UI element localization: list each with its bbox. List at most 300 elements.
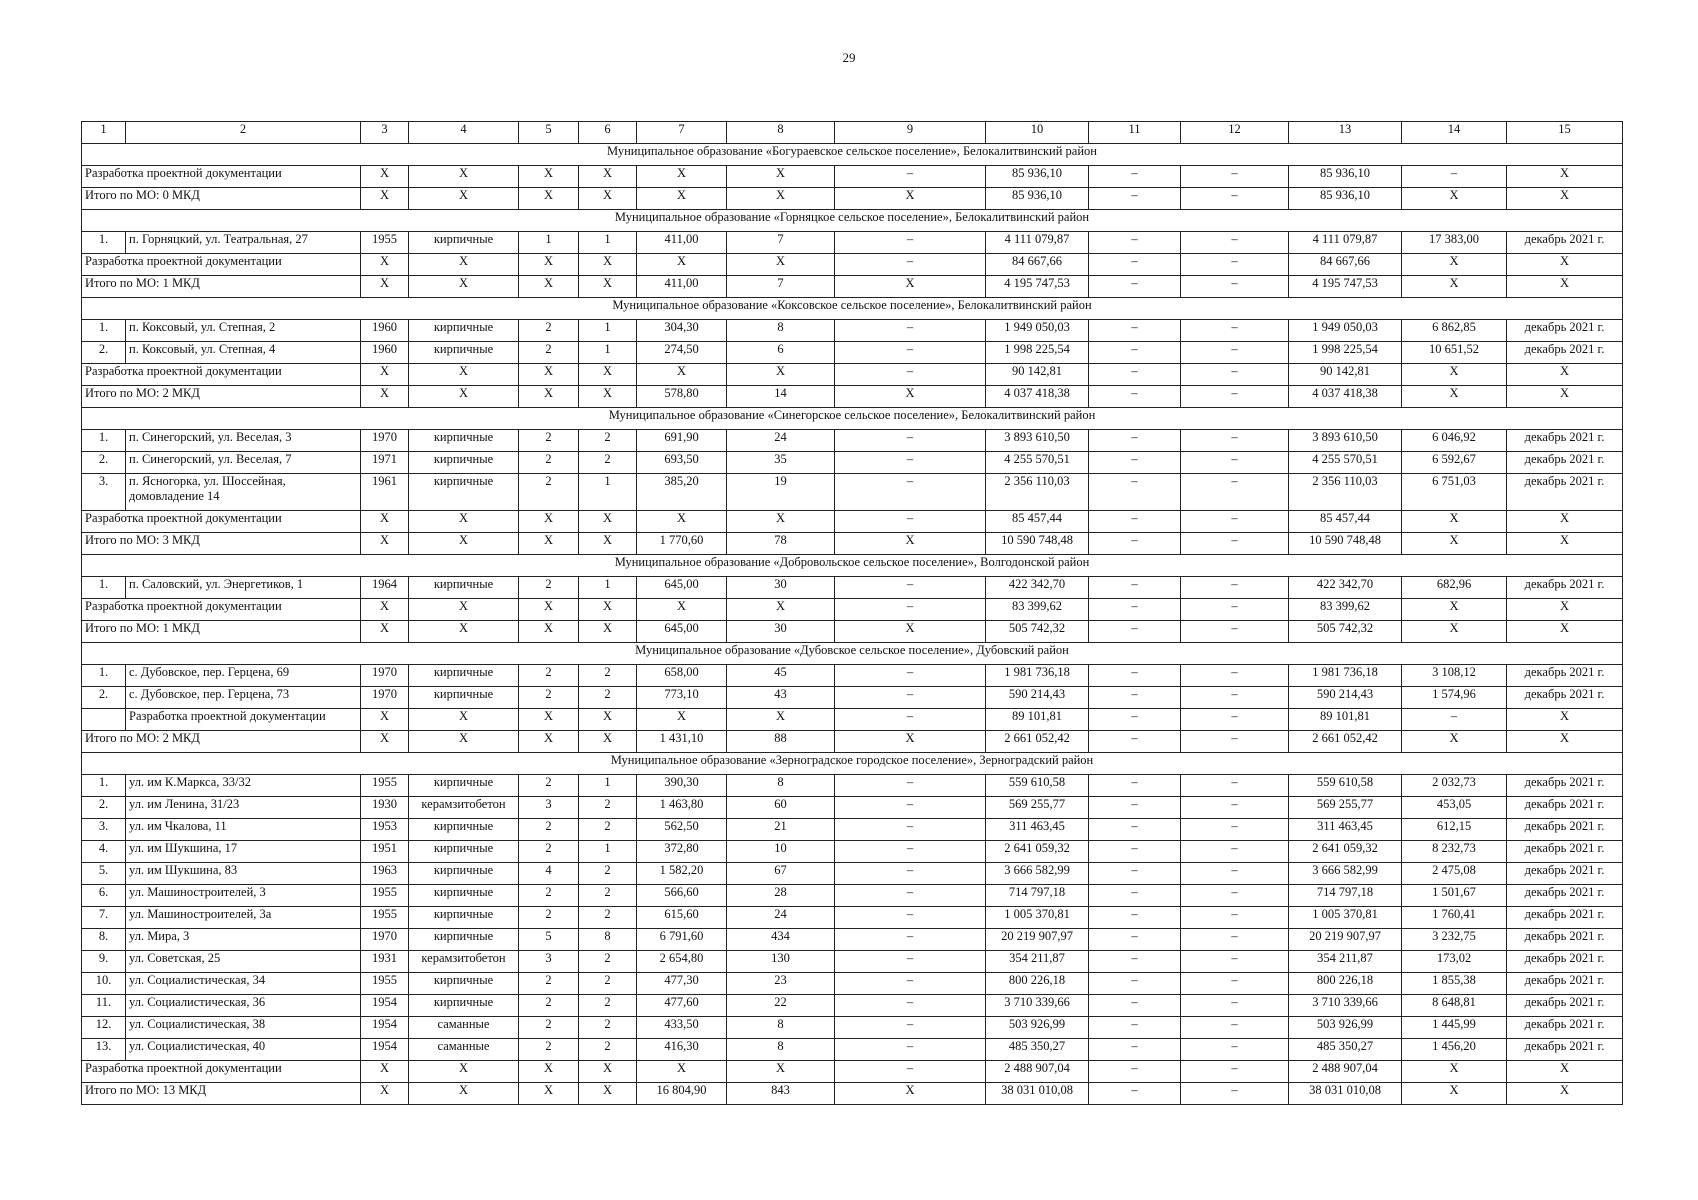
table-cell: X xyxy=(579,599,637,621)
table-cell: X xyxy=(1507,188,1623,210)
table-row xyxy=(82,863,1623,885)
table-cell: X xyxy=(579,511,637,533)
table-cell: X xyxy=(637,166,727,188)
table-cell: 385,20 xyxy=(637,474,727,511)
table-cell: X xyxy=(727,364,835,386)
table-cell: 24 xyxy=(727,430,835,452)
table-cell: 1963 xyxy=(361,863,409,885)
table-cell: 3 108,12 xyxy=(1402,665,1507,687)
table-cell: X xyxy=(579,533,637,555)
table-cell: X xyxy=(361,533,409,555)
table-cell: 566,60 xyxy=(637,885,727,907)
section-title: Муниципальное образование «Дубовское сельское поселение», Дубовский район xyxy=(82,643,1623,665)
table-row xyxy=(82,709,1623,731)
table-cell: X xyxy=(1507,364,1623,386)
table-cell: 434 xyxy=(727,929,835,951)
table-cell: декабрь 2021 г. xyxy=(1507,973,1623,995)
summary-row xyxy=(82,621,1623,643)
table-cell: X xyxy=(835,386,986,408)
table-cell: 22 xyxy=(727,995,835,1017)
table-cell: X xyxy=(409,709,519,731)
table-cell: X xyxy=(409,364,519,386)
table-cell: – xyxy=(1181,709,1289,731)
table-cell: 1 005 370,81 xyxy=(986,907,1089,929)
table-cell: 4 037 418,38 xyxy=(986,386,1089,408)
table-cell: – xyxy=(1181,841,1289,863)
table-cell: 2 xyxy=(519,1039,579,1061)
address-cell: п. Коксовый, ул. Степная, 2 xyxy=(126,320,361,342)
table-cell: 14 xyxy=(727,386,835,408)
table-cell: саманные xyxy=(409,1017,519,1039)
table-cell: декабрь 2021 г. xyxy=(1507,1039,1623,1061)
table-cell: кирпичные xyxy=(409,665,519,687)
table-row xyxy=(82,995,1623,1017)
table-cell: – xyxy=(1089,1061,1181,1083)
table-cell: 3 893 610,50 xyxy=(1289,430,1402,452)
table-cell: 2 xyxy=(519,687,579,709)
table-cell: X xyxy=(727,511,835,533)
table-cell: – xyxy=(1181,511,1289,533)
column-number: 8 xyxy=(727,122,835,144)
row-number: 3. xyxy=(82,819,126,841)
table-cell: X xyxy=(409,599,519,621)
address-cell: п. Горняцкий, ул. Театральная, 27 xyxy=(126,232,361,254)
table-cell: X xyxy=(1507,386,1623,408)
table-cell: 83 399,62 xyxy=(986,599,1089,621)
row-number: 1. xyxy=(82,775,126,797)
table-cell: 274,50 xyxy=(637,342,727,364)
column-number: 11 xyxy=(1089,122,1181,144)
column-number: 7 xyxy=(637,122,727,144)
row-number: 11. xyxy=(82,995,126,1017)
table-cell: – xyxy=(1089,474,1181,511)
table-cell: 569 255,77 xyxy=(986,797,1089,819)
table-cell: X xyxy=(637,599,727,621)
table-cell: – xyxy=(1089,885,1181,907)
row-number: 1. xyxy=(82,665,126,687)
table-cell: кирпичные xyxy=(409,577,519,599)
row-number: 9. xyxy=(82,951,126,973)
housing-table xyxy=(81,121,1623,1105)
page-number: 29 xyxy=(842,50,856,65)
summary-row xyxy=(82,166,1623,188)
table-cell: кирпичные xyxy=(409,452,519,474)
table-cell: – xyxy=(1089,731,1181,753)
table-cell: X xyxy=(637,254,727,276)
table-cell: 390,30 xyxy=(637,775,727,797)
table-cell: керамзитобетон xyxy=(409,951,519,973)
table-cell: 615,60 xyxy=(637,907,727,929)
table-cell: – xyxy=(835,929,986,951)
table-cell: 2 xyxy=(579,797,637,819)
table-cell: 1 005 370,81 xyxy=(1289,907,1402,929)
address-cell: п. Синегорский, ул. Веселая, 7 xyxy=(126,452,361,474)
table-cell: – xyxy=(1181,599,1289,621)
column-number: 12 xyxy=(1181,122,1289,144)
table-cell: X xyxy=(637,511,727,533)
table-cell: X xyxy=(727,599,835,621)
table-cell: – xyxy=(1181,863,1289,885)
table-cell: X xyxy=(1507,599,1623,621)
table-cell: 416,30 xyxy=(637,1039,727,1061)
table-cell: X xyxy=(637,709,727,731)
table-cell: X xyxy=(727,1061,835,1083)
table-cell: – xyxy=(1181,1039,1289,1061)
table-cell: X xyxy=(1402,386,1507,408)
table-cell: 1 998 225,54 xyxy=(986,342,1089,364)
table-cell: X xyxy=(519,254,579,276)
table-cell: – xyxy=(1181,452,1289,474)
table-cell: 800 226,18 xyxy=(986,973,1089,995)
table-row xyxy=(82,797,1623,819)
table-cell: 2 xyxy=(579,973,637,995)
table-cell: X xyxy=(519,166,579,188)
table-cell: саманные xyxy=(409,1039,519,1061)
table-cell: кирпичные xyxy=(409,687,519,709)
table-cell: 2 xyxy=(579,1017,637,1039)
table-cell: X xyxy=(1507,1083,1623,1105)
table-cell: 84 667,66 xyxy=(1289,254,1402,276)
table-cell: X xyxy=(361,254,409,276)
table-cell: 2 488 907,04 xyxy=(1289,1061,1402,1083)
address-cell: п. Саловский, ул. Энергетиков, 1 xyxy=(126,577,361,599)
table-cell: X xyxy=(409,276,519,298)
table-cell: X xyxy=(727,254,835,276)
table-cell: 2 xyxy=(519,819,579,841)
table-cell: 559 610,58 xyxy=(1289,775,1402,797)
table-cell: 2 xyxy=(579,995,637,1017)
row-label: Разработка проектной документации xyxy=(82,166,361,188)
column-number: 1 xyxy=(82,122,126,144)
table-cell: 10 590 748,48 xyxy=(1289,533,1402,555)
table-cell: 505 742,32 xyxy=(1289,621,1402,643)
address-cell: п. Ясногорка, ул. Шоссейная, домовладение 14 xyxy=(126,474,361,511)
table-cell: X xyxy=(361,731,409,753)
table-cell: 4 111 079,87 xyxy=(1289,232,1402,254)
table-cell: декабрь 2021 г. xyxy=(1507,342,1623,364)
row-number: 2. xyxy=(82,687,126,709)
table-cell: кирпичные xyxy=(409,885,519,907)
table-cell: 1 582,20 xyxy=(637,863,727,885)
table-cell: декабрь 2021 г. xyxy=(1507,474,1623,511)
table-cell: – xyxy=(1181,342,1289,364)
table-cell: X xyxy=(637,1061,727,1083)
table-cell: – xyxy=(1181,797,1289,819)
table-cell: 590 214,43 xyxy=(1289,687,1402,709)
table-cell: 20 219 907,97 xyxy=(1289,929,1402,951)
table-row xyxy=(82,1039,1623,1061)
table-cell: 1 xyxy=(519,232,579,254)
table-cell: – xyxy=(1089,276,1181,298)
table-cell: декабрь 2021 г. xyxy=(1507,577,1623,599)
table-cell: 1 xyxy=(579,577,637,599)
table-cell: 4 037 418,38 xyxy=(1289,386,1402,408)
table-cell: – xyxy=(1181,533,1289,555)
table-cell: – xyxy=(1089,665,1181,687)
table-cell: 411,00 xyxy=(637,276,727,298)
table-cell: 693,50 xyxy=(637,452,727,474)
row-label: Итого по МО: 2 МКД xyxy=(82,731,361,753)
row-number: 2. xyxy=(82,452,126,474)
table-cell: 45 xyxy=(727,665,835,687)
address-cell: ул. Социалистическая, 34 xyxy=(126,973,361,995)
row-label: Итого по МО: 1 МКД xyxy=(82,276,361,298)
table-cell: 2 654,80 xyxy=(637,951,727,973)
table-cell: кирпичные xyxy=(409,907,519,929)
table-cell: X xyxy=(579,1061,637,1083)
table-cell: X xyxy=(361,386,409,408)
table-cell: X xyxy=(727,166,835,188)
row-number: 10. xyxy=(82,973,126,995)
table-row xyxy=(82,929,1623,951)
table-cell: керамзитобетон xyxy=(409,797,519,819)
table-cell: X xyxy=(409,386,519,408)
table-cell: декабрь 2021 г. xyxy=(1507,232,1623,254)
table-cell: X xyxy=(409,511,519,533)
table-cell: 1971 xyxy=(361,452,409,474)
table-cell: X xyxy=(579,386,637,408)
table-cell: 3 xyxy=(519,951,579,973)
table-cell: 8 xyxy=(727,1039,835,1061)
table-cell: – xyxy=(1089,577,1181,599)
table-row xyxy=(82,885,1623,907)
table-cell: декабрь 2021 г. xyxy=(1507,320,1623,342)
table-cell: 477,60 xyxy=(637,995,727,1017)
row-number: 3. xyxy=(82,474,126,511)
table-cell: 35 xyxy=(727,452,835,474)
table-cell: X xyxy=(519,386,579,408)
table-cell: 411,00 xyxy=(637,232,727,254)
table-row xyxy=(82,907,1623,929)
table-cell: X xyxy=(519,621,579,643)
table-cell: 2 356 110,03 xyxy=(986,474,1089,511)
row-number: 2. xyxy=(82,342,126,364)
table-cell: 1953 xyxy=(361,819,409,841)
table-cell: 2 xyxy=(519,665,579,687)
table-cell: 1 760,41 xyxy=(1402,907,1507,929)
table-cell: 1961 xyxy=(361,474,409,511)
table-cell: – xyxy=(1181,320,1289,342)
table-cell: 2 xyxy=(519,841,579,863)
table-cell: X xyxy=(1402,364,1507,386)
table-cell: 85 936,10 xyxy=(986,188,1089,210)
table-cell: 2 xyxy=(579,430,637,452)
table-cell: – xyxy=(835,863,986,885)
row-number: 4. xyxy=(82,841,126,863)
table-cell: X xyxy=(579,621,637,643)
table-cell: X xyxy=(361,188,409,210)
table-cell: 562,50 xyxy=(637,819,727,841)
table-cell: 1 xyxy=(579,342,637,364)
table-cell: 612,15 xyxy=(1402,819,1507,841)
table-cell: – xyxy=(1181,364,1289,386)
address-cell: ул. им К.Маркса, 33/32 xyxy=(126,775,361,797)
address-cell: с. Дубовское, пер. Герцена, 69 xyxy=(126,665,361,687)
section-row xyxy=(82,753,1623,775)
address-cell: ул. им Чкалова, 11 xyxy=(126,819,361,841)
table-cell: – xyxy=(1181,386,1289,408)
table-cell: X xyxy=(1402,188,1507,210)
table-cell: 2 xyxy=(519,973,579,995)
row-number: 1. xyxy=(82,320,126,342)
section-title: Муниципальное образование «Синегорское сельское поселение», Белокалитвинский район xyxy=(82,408,1623,430)
table-cell: – xyxy=(1089,863,1181,885)
table-cell: 1970 xyxy=(361,687,409,709)
table-cell: 6 046,92 xyxy=(1402,430,1507,452)
table-cell: 1970 xyxy=(361,430,409,452)
table-cell: 2 xyxy=(579,951,637,973)
table-cell: 1 xyxy=(579,841,637,863)
table-cell: 17 383,00 xyxy=(1402,232,1507,254)
table-cell: декабрь 2021 г. xyxy=(1507,1017,1623,1039)
address-cell: ул. им Шукшина, 83 xyxy=(126,863,361,885)
table-cell: 30 xyxy=(727,577,835,599)
table-cell: 43 xyxy=(727,687,835,709)
table-cell: X xyxy=(727,709,835,731)
table-cell: 6 862,85 xyxy=(1402,320,1507,342)
table-cell: 6 xyxy=(727,342,835,364)
table-cell: 3 710 339,66 xyxy=(986,995,1089,1017)
table-cell: X xyxy=(361,364,409,386)
table-cell: – xyxy=(835,254,986,276)
table-cell: 3 232,75 xyxy=(1402,929,1507,951)
table-row xyxy=(82,342,1623,364)
column-number: 9 xyxy=(835,122,986,144)
summary-row xyxy=(82,533,1623,555)
table-cell: 2 xyxy=(579,819,637,841)
table-cell: 2 xyxy=(519,907,579,929)
table-cell: 2 xyxy=(579,863,637,885)
table-row xyxy=(82,951,1623,973)
table-cell: 304,30 xyxy=(637,320,727,342)
table-cell: – xyxy=(1089,951,1181,973)
table-cell: X xyxy=(1507,709,1623,731)
table-cell: 67 xyxy=(727,863,835,885)
column-number: 10 xyxy=(986,122,1089,144)
table-cell: декабрь 2021 г. xyxy=(1507,995,1623,1017)
address-cell: ул. Машиностроителей, 3а xyxy=(126,907,361,929)
table-cell: 311 463,45 xyxy=(1289,819,1402,841)
table-cell: – xyxy=(1089,709,1181,731)
table-cell: – xyxy=(835,885,986,907)
table-cell: 1 445,99 xyxy=(1402,1017,1507,1039)
table-cell: 422 342,70 xyxy=(1289,577,1402,599)
row-number: 12. xyxy=(82,1017,126,1039)
column-number: 13 xyxy=(1289,122,1402,144)
table-cell: X xyxy=(519,1083,579,1105)
table-cell: 2 xyxy=(519,995,579,1017)
table-cell: – xyxy=(835,1017,986,1039)
table-cell: – xyxy=(1181,1017,1289,1039)
table-cell: – xyxy=(1089,907,1181,929)
table-cell: X xyxy=(727,188,835,210)
table-cell: – xyxy=(1181,621,1289,643)
row-label: Итого по МО: 1 МКД xyxy=(82,621,361,643)
section-row xyxy=(82,555,1623,577)
table-cell: 23 xyxy=(727,973,835,995)
row-label: Итого по МО: 3 МКД xyxy=(82,533,361,555)
table-cell: 4 255 570,51 xyxy=(1289,452,1402,474)
table-cell: 2 xyxy=(519,342,579,364)
table-cell: 1 855,38 xyxy=(1402,973,1507,995)
table-cell: – xyxy=(1089,342,1181,364)
table-cell: 3 710 339,66 xyxy=(1289,995,1402,1017)
table-cell: 311 463,45 xyxy=(986,819,1089,841)
table-cell: – xyxy=(1089,775,1181,797)
table-cell: 60 xyxy=(727,797,835,819)
table-cell: 90 142,81 xyxy=(986,364,1089,386)
table-cell: X xyxy=(1402,533,1507,555)
table-cell: 2 032,73 xyxy=(1402,775,1507,797)
table-cell: 2 661 052,42 xyxy=(986,731,1089,753)
table-cell: X xyxy=(1507,511,1623,533)
table-cell: X xyxy=(835,276,986,298)
table-cell: – xyxy=(835,665,986,687)
table-cell: 89 101,81 xyxy=(986,709,1089,731)
table-cell: – xyxy=(835,687,986,709)
table-cell: декабрь 2021 г. xyxy=(1507,775,1623,797)
address-cell: ул. Мира, 3 xyxy=(126,929,361,951)
table-cell: – xyxy=(1089,929,1181,951)
table-row xyxy=(82,474,1623,511)
table-cell: 1960 xyxy=(361,342,409,364)
table-cell: 10 590 748,48 xyxy=(986,533,1089,555)
summary-row xyxy=(82,599,1623,621)
table-row xyxy=(82,775,1623,797)
table-cell: X xyxy=(361,276,409,298)
table-cell: 1955 xyxy=(361,973,409,995)
table-cell: – xyxy=(835,364,986,386)
table-cell: – xyxy=(1181,430,1289,452)
table-cell: X xyxy=(409,188,519,210)
column-number: 3 xyxy=(361,122,409,144)
table-cell: – xyxy=(1181,951,1289,973)
column-number: 5 xyxy=(519,122,579,144)
column-number: 2 xyxy=(126,122,361,144)
table-cell: – xyxy=(1089,320,1181,342)
table-cell: – xyxy=(1181,775,1289,797)
table-cell: 1 xyxy=(579,232,637,254)
table-cell: декабрь 2021 г. xyxy=(1507,819,1623,841)
table-cell: 714 797,18 xyxy=(1289,885,1402,907)
table-cell: 453,05 xyxy=(1402,797,1507,819)
section-title: Муниципальное образование «Горняцкое сельское поселение», Белокалитвинский район xyxy=(82,210,1623,232)
table-row xyxy=(82,687,1623,709)
table-cell: 503 926,99 xyxy=(986,1017,1089,1039)
table-cell: X xyxy=(579,254,637,276)
table-cell: – xyxy=(835,951,986,973)
row-label: Итого по МО: 0 МКД xyxy=(82,188,361,210)
row-number: 1. xyxy=(82,232,126,254)
table-cell: 2 xyxy=(579,687,637,709)
table-cell: – xyxy=(1181,731,1289,753)
table-cell: 2 xyxy=(579,1039,637,1061)
table-cell: X xyxy=(1507,731,1623,753)
table-cell: – xyxy=(1089,452,1181,474)
table-row xyxy=(82,577,1623,599)
table-cell: X xyxy=(519,533,579,555)
table-cell: 422 342,70 xyxy=(986,577,1089,599)
table-cell: – xyxy=(1089,188,1181,210)
row-label: Разработка проектной документации xyxy=(82,364,361,386)
table-cell: X xyxy=(1402,276,1507,298)
table-cell: кирпичные xyxy=(409,342,519,364)
table-cell: 6 751,03 xyxy=(1402,474,1507,511)
table-cell: 21 xyxy=(727,819,835,841)
table-cell: 1951 xyxy=(361,841,409,863)
table-cell: 773,10 xyxy=(637,687,727,709)
table-cell: X xyxy=(579,188,637,210)
